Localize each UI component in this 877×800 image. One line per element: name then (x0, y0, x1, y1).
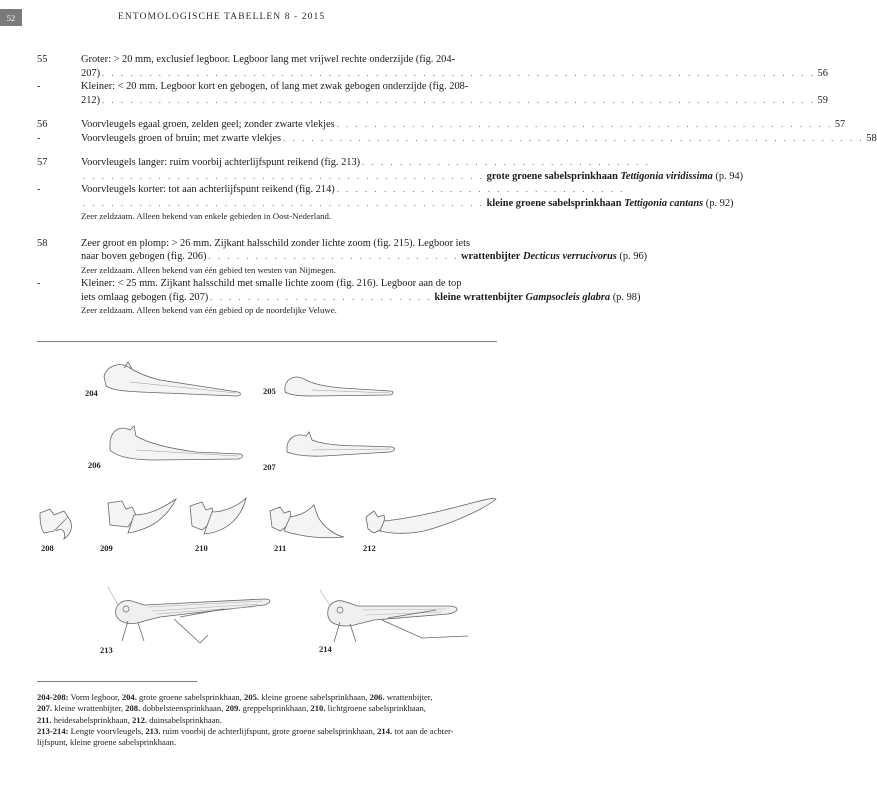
species-common-name: grote groene sabelsprinkhaan (486, 170, 618, 182)
species-latin-name: Tettigonia viridissima (620, 170, 713, 182)
couplet-55b (37, 80, 828, 107)
figure-label-207: 207 (263, 462, 276, 472)
ovipositor-drawing-212 (364, 495, 500, 541)
couplet-56a (37, 118, 846, 132)
ovipositor-drawing-206 (106, 424, 246, 468)
species-latin-name: Decticus verrucivorus (523, 251, 617, 262)
couplet-text: naar boven gebogen (fig. 206) (81, 251, 207, 262)
leader-dots: . . . . . . . . . . . . . . . . . . . . . . . . . . . . . . . (362, 157, 651, 167)
ovipositor-drawing-209 (106, 497, 180, 545)
ovipositor-drawing-211 (268, 497, 346, 545)
species-common-name: wrattenbijter (460, 251, 521, 262)
figure-label-209: 209 (100, 543, 113, 553)
figure-label-210: 210 (195, 543, 208, 553)
couplet-58a (37, 237, 648, 278)
ovipositor-drawing-205 (282, 372, 397, 402)
couplet-text: iets omlaag gebogen (fig. 207) (81, 291, 209, 303)
couplet-56b (37, 132, 877, 146)
running-title: ENTOMOLOGISCHE TABELLEN 8 - 2015 (118, 12, 326, 22)
couplet-number: 56 (37, 119, 48, 130)
couplet-57b (37, 183, 734, 224)
rarity-note: Zeer zeldzaam. Alleen bekend van enkele gebieden in Oost-Nederland. (81, 211, 332, 221)
leader-dots: . . . . . . . . . . . . . . . . . . . . . . . . . . . . . . . . . . . . . . . . . . . (83, 170, 485, 181)
figure-label-205: 205 (263, 386, 276, 396)
couplet-text: Voorvleugels korter: tot aan achterlijfspunt reikend (fig. 214) (81, 184, 335, 195)
couplet-58b (37, 277, 641, 318)
species-common-name: kleine groene sabelsprinkhaan (486, 197, 622, 209)
section-divider (37, 341, 497, 342)
figure-label-204: 204 (85, 388, 98, 398)
couplet-55a (37, 53, 828, 80)
caption-213-214: 213-214: Lengte voorvleugels, 213. ruim voorbij de achterlijfspunt, grote groene sabelsprinkhaan, 214. tot aan de achter- lijfspunt, kleine groene sabelsprinkhaan. (37, 725, 454, 748)
figure-label-213: 213 (100, 645, 113, 655)
couplet-text: 207) (81, 67, 101, 79)
grasshopper-drawing-213 (104, 585, 276, 651)
ovipositor-drawing-208 (38, 501, 82, 543)
leader-dots: . . . . . . . . . . . . . . . . . . . . . . . . . . . . . . . . . . . . . . . . . . . . . . . . . . . . . . . . . . . . . . . . . . . . . . . . . . . . (102, 94, 816, 105)
page-number: 52 (0, 9, 22, 26)
grasshopper-drawing-214 (318, 588, 478, 650)
caption-divider (37, 681, 197, 682)
rarity-note: Zeer zeldzaam. Alleen bekend van één gebied ten westen van Nijmegen. (81, 264, 336, 275)
couplet-text: Groter: > 20 mm, exclusief legboor. Legboor lang met vrijwel rechte onderzijde (fig. 204- (81, 54, 456, 65)
ovipositor-drawing-204 (100, 358, 245, 404)
page-reference: (p. 98) (612, 291, 641, 303)
goto-couplet: 58 (866, 132, 877, 144)
couplet-text: 212) (81, 94, 101, 106)
couplet-text: Voorvleugels groen of bruin; met zwarte vlekjes (81, 132, 282, 144)
goto-couplet: 57 (834, 119, 846, 130)
figure-label-206: 206 (88, 460, 101, 470)
leader-dots: . . . . . . . . . . . . . . . . . . . . . . . . (210, 291, 433, 302)
couplet-text: Voorvleugels langer: ruim voorbij achterlijfspunt reikend (fig. 213) (81, 157, 361, 168)
couplet-number: 58 (37, 237, 48, 249)
leader-dots: . . . . . . . . . . . . . . . . . . . . . . . . . . . . . . . (336, 184, 625, 194)
couplet-number: - (37, 81, 41, 92)
couplet-number: 55 (37, 54, 48, 65)
figure-label-214: 214 (319, 644, 332, 654)
figure-label-212: 212 (363, 543, 376, 553)
identification-key (37, 53, 877, 318)
figure-captions (37, 692, 507, 748)
leader-dots: . . . . . . . . . . . . . . . . . . . . . . . . . . . (208, 251, 459, 261)
goto-couplet: 59 (817, 94, 828, 106)
couplet-text: Voorvleugels egaal groen, zelden geel; zonder zwarte vlekjes (81, 119, 335, 130)
couplet-number: - (37, 184, 41, 195)
figure-label-208: 208 (41, 543, 54, 553)
leader-dots: . . . . . . . . . . . . . . . . . . . . . . . . . . . . . . . . . . . . . . . . . . . (83, 197, 485, 208)
figure-label-211: 211 (274, 543, 287, 553)
ovipositor-drawing-207 (284, 430, 399, 464)
leader-dots: . . . . . . . . . . . . . . . . . . . . . . . . . . . . . . . . . . . . . . . . . . . . . . . . . . . . . (336, 119, 833, 129)
species-common-name: kleine wrattenbijter (434, 291, 523, 303)
goto-couplet: 56 (817, 67, 828, 79)
species-latin-name: Gampsocleis glabra (525, 291, 611, 303)
couplet-number: - (37, 278, 41, 289)
couplet-number: 57 (37, 157, 48, 168)
page-reference: (p. 94) (715, 170, 744, 182)
couplet-text: Kleiner: < 20 mm. Legboor kort en gebogen, of lang met zwak gebogen onderzijde (fig. 208- (81, 81, 469, 92)
rarity-note: Zeer zeldzaam. Alleen bekend van één gebied op de noordelijke Veluwe. (81, 305, 337, 315)
species-latin-name: Tettigonia cantans (624, 197, 704, 209)
leader-dots: . . . . . . . . . . . . . . . . . . . . . . . . . . . . . . . . . . . . . . . . . . . . . . . . . . . . . . . . . . . . . . (283, 132, 865, 143)
page-reference: (p. 96) (619, 251, 648, 262)
couplet-number: - (37, 132, 41, 144)
couplet-text: Zeer groot en plomp: > 26 mm. Zijkant halsschild zonder lichte zoom (fig. 215). Legboor iets (81, 237, 471, 249)
caption-204-208: 204-208: Vorm legboor, 204. grote groene sabelsprinkhaan, 205. kleine groene sabelsprinkhaan, 206. wrattenbijter, 207. kleine wrattenbijter, 208. dobbelsteensprinkhaan, 209. greppelsprinkhaan, 210. lichtgroene sabelsprinkhaan, 211. heidesabelsprinkhaan, 212. duinsabelsprinkhaan. (37, 692, 433, 725)
couplet-text: Kleiner: < 25 mm. Zijkant halsschild met smalle lichte zoom (fig. 216). Legboor aan de top (81, 278, 462, 289)
couplet-57a (37, 156, 744, 183)
page-reference: (p. 92) (705, 197, 734, 209)
leader-dots: . . . . . . . . . . . . . . . . . . . . . . . . . . . . . . . . . . . . . . . . . . . . . . . . . . . . . . . . . . . . . . . . . . . . . . . . . . . . (102, 67, 816, 78)
ovipositor-drawing-210 (188, 496, 250, 544)
